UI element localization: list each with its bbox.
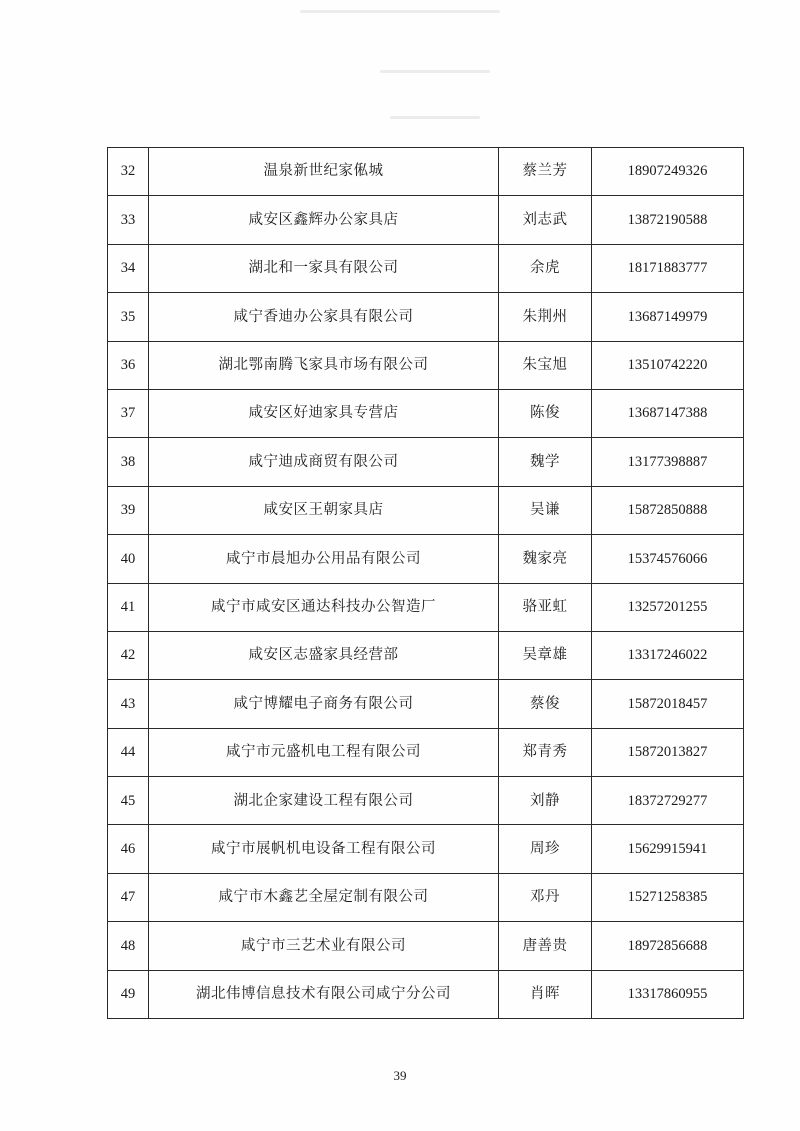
- row-number-cell: 38: [108, 438, 149, 486]
- company-name-cell: 咸宁香迪办公家具有限公司: [149, 293, 499, 341]
- table-row: [108, 244, 744, 292]
- table-row: [108, 728, 744, 776]
- contact-person-cell: 吴谦: [499, 486, 592, 534]
- phone-number-cell: 18171883777: [592, 244, 744, 292]
- row-number-cell: 42: [108, 631, 149, 679]
- company-name-cell: 湖北和一家具有限公司: [149, 244, 499, 292]
- row-number-cell: 44: [108, 728, 149, 776]
- vendor-table: [107, 147, 744, 1019]
- phone-number-cell: 15374576066: [592, 535, 744, 583]
- phone-number-cell: 13510742220: [592, 341, 744, 389]
- phone-number-cell: 15271258385: [592, 873, 744, 921]
- contact-person-cell: 吴章雄: [499, 631, 592, 679]
- table-row: [108, 583, 744, 631]
- contact-person-cell: 唐善贵: [499, 922, 592, 970]
- company-name-cell: 咸宁迪成商贸有限公司: [149, 438, 499, 486]
- row-number-cell: 46: [108, 825, 149, 873]
- phone-number-cell: 13317246022: [592, 631, 744, 679]
- company-name-cell: 湖北企家建设工程有限公司: [149, 777, 499, 825]
- company-name-cell: 咸安区志盛家具经营部: [149, 631, 499, 679]
- company-name-cell: 咸安区鑫辉办公家具店: [149, 196, 499, 244]
- row-number-cell: 45: [108, 777, 149, 825]
- phone-number-cell: 15872013827: [592, 728, 744, 776]
- bleed-through-mark: [300, 10, 500, 13]
- table-row: [108, 438, 744, 486]
- page-number: 39: [393, 1068, 407, 1083]
- row-number-cell: 47: [108, 873, 149, 921]
- phone-number-cell: 13257201255: [592, 583, 744, 631]
- table-row: [108, 341, 744, 389]
- contact-person-cell: 魏家亮: [499, 535, 592, 583]
- row-number-cell: 32: [108, 148, 149, 196]
- phone-number-cell: 13687149979: [592, 293, 744, 341]
- phone-number-cell: 15872018457: [592, 680, 744, 728]
- table-row: [108, 148, 744, 196]
- row-number-cell: 43: [108, 680, 149, 728]
- company-name-cell: 咸宁博耀电子商务有限公司: [149, 680, 499, 728]
- contact-person-cell: 陈俊: [499, 389, 592, 437]
- phone-number-cell: 18372729277: [592, 777, 744, 825]
- row-number-cell: 39: [108, 486, 149, 534]
- table-row: [108, 777, 744, 825]
- phone-number-cell: 13687147388: [592, 389, 744, 437]
- table-row: [108, 196, 744, 244]
- phone-number-cell: 13317860955: [592, 970, 744, 1018]
- row-number-cell: 48: [108, 922, 149, 970]
- row-number-cell: 40: [108, 535, 149, 583]
- phone-number-cell: 18907249326: [592, 148, 744, 196]
- contact-person-cell: 蔡俊: [499, 680, 592, 728]
- row-number-cell: 35: [108, 293, 149, 341]
- vendor-table-body: [108, 148, 744, 1019]
- phone-number-cell: 13872190588: [592, 196, 744, 244]
- contact-person-cell: 刘志武: [499, 196, 592, 244]
- contact-person-cell: 周珍: [499, 825, 592, 873]
- row-number-cell: 33: [108, 196, 149, 244]
- company-name-cell: 咸宁市木鑫艺全屋定制有限公司: [149, 873, 499, 921]
- bleed-through-mark: [380, 70, 490, 73]
- contact-person-cell: 朱荆州: [499, 293, 592, 341]
- company-name-cell: 咸安区王朝家具店: [149, 486, 499, 534]
- table-row: [108, 680, 744, 728]
- company-name-cell: 湖北伟博信息技术有限公司咸宁分公司: [149, 970, 499, 1018]
- contact-person-cell: 朱宝旭: [499, 341, 592, 389]
- contact-person-cell: 肖晖: [499, 970, 592, 1018]
- table-row: [108, 389, 744, 437]
- phone-number-cell: 13177398887: [592, 438, 744, 486]
- table-row: [108, 922, 744, 970]
- table-row: [108, 293, 744, 341]
- row-number-cell: 41: [108, 583, 149, 631]
- company-name-cell: 湖北鄂南腾飞家具市场有限公司: [149, 341, 499, 389]
- table-row: [108, 873, 744, 921]
- row-number-cell: 34: [108, 244, 149, 292]
- contact-person-cell: 魏学: [499, 438, 592, 486]
- table-row: [108, 631, 744, 679]
- bleed-through-mark: [390, 116, 480, 119]
- contact-person-cell: 蔡兰芳: [499, 148, 592, 196]
- company-name-cell: 咸宁市三艺术业有限公司: [149, 922, 499, 970]
- company-name-cell: 咸宁市展帆机电设备工程有限公司: [149, 825, 499, 873]
- row-number-cell: 37: [108, 389, 149, 437]
- company-name-cell: 咸安区好迪家具专营店: [149, 389, 499, 437]
- company-name-cell: 咸宁市晨旭办公用品有限公司: [149, 535, 499, 583]
- company-name-cell: 咸宁市咸安区通达科技办公智造厂: [149, 583, 499, 631]
- contact-person-cell: 邓丹: [499, 873, 592, 921]
- contact-person-cell: 郑青秀: [499, 728, 592, 776]
- phone-number-cell: 18972856688: [592, 922, 744, 970]
- contact-person-cell: 刘静: [499, 777, 592, 825]
- phone-number-cell: 15629915941: [592, 825, 744, 873]
- table-row: [108, 825, 744, 873]
- contact-person-cell: 余虎: [499, 244, 592, 292]
- table-row: [108, 535, 744, 583]
- phone-number-cell: 15872850888: [592, 486, 744, 534]
- company-name-cell: 咸宁市元盛机电工程有限公司: [149, 728, 499, 776]
- row-number-cell: 49: [108, 970, 149, 1018]
- row-number-cell: 36: [108, 341, 149, 389]
- table-row: [108, 486, 744, 534]
- table-row: [108, 970, 744, 1018]
- contact-person-cell: 骆亚虹: [499, 583, 592, 631]
- company-name-cell: 温泉新世纪家俬城: [149, 148, 499, 196]
